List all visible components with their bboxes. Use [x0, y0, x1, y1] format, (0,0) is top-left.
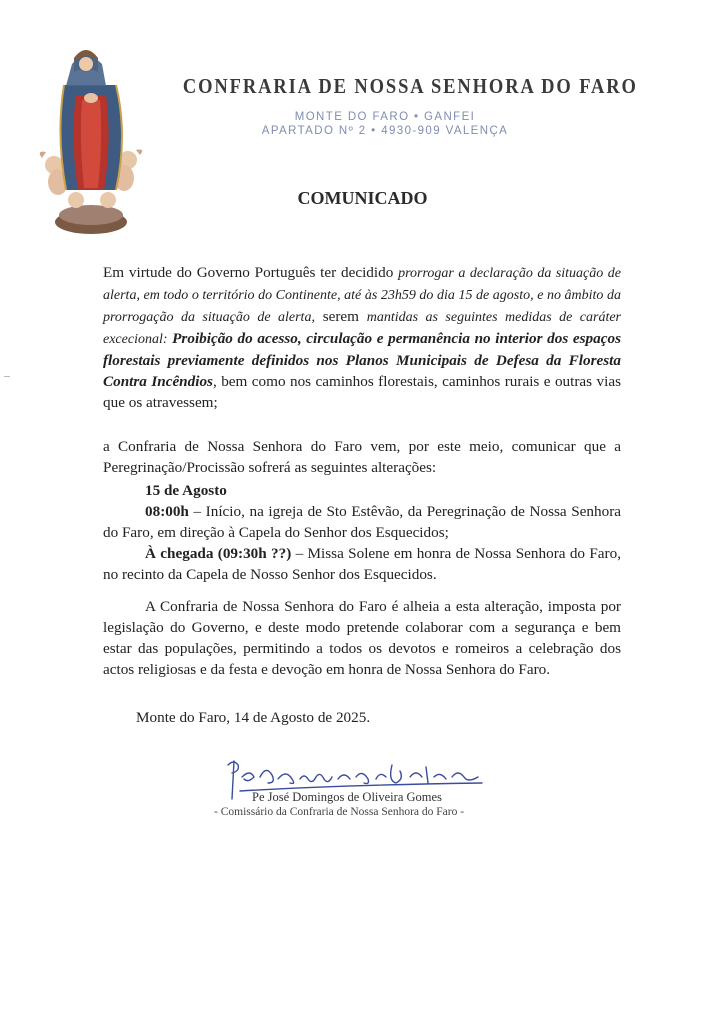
signatory-name: Pe José Domingos de Oliveira Gomes: [252, 790, 442, 804]
signatory-role: - Comissário da Confraria de Nossa Senhora do Faro -: [214, 806, 465, 818]
address-line-2: APARTADO Nº 2 • 4930-909 VALENÇA: [261, 125, 509, 137]
schedule-item-start: [103, 501, 621, 543]
schedule-item-start-text: – Início, na igreja de Sto Estêvão, da Peregrinação de Nossa Senhora do Faro, em direção à Capela do Senhor dos Esquecidos;: [103, 503, 621, 541]
schedule-item-arrival-time: À chegada (09:30h ??): [145, 545, 292, 562]
organization-name: CONFRARIA DE NOSSA SENHORA DO FARO: [182, 74, 638, 98]
document-title: COMUNICADO: [297, 188, 428, 208]
intro-bold-prohibition: Proibição do acesso, circulação e permanência no interior dos espaços florestais previamente definidos nos Planos Municipais de Defesa da Floresta Contra Incêndios: [103, 330, 621, 390]
schedule-item-arrival: [103, 543, 621, 585]
intro-italic-extension: prorrogar a declaração da situação de alerta, em todo o território do Continente, até às 23h59 do dia 15 de agosto, e no âmbito da prorrogação da situação de alerta,: [103, 266, 621, 325]
paragraph-announcement: a Confraria de Nossa Senhora do Faro vem, por este meio, comunicar que a Peregrinação/Procissão sofrerá as seguintes alterações:: [103, 438, 621, 476]
intro-text: Em virtude do Governo Português ter decidido: [103, 264, 399, 281]
virgin-mary-statue-icon: [36, 40, 146, 240]
intro-text-serem: serem: [314, 308, 367, 325]
paragraph-disclaimer: A Confraria de Nossa Senhora do Faro é alheia a esta alteração, imposta por legislação do Governo, e deste modo pretende colaborar com a segurança e bem estar das populações, permitindo a todos os devotos e romeiros a celebração dos actos religiosas e da festa e devoção em honra de Nossa Senhora do Faro.: [103, 598, 621, 678]
scan-mark: [4, 376, 10, 377]
place-and-date: Monte do Faro, 14 de Agosto de 2025.: [136, 709, 371, 726]
address-line-1: MONTE DO FARO • GANFEI: [294, 111, 476, 123]
paragraph-intro: [103, 262, 621, 413]
schedule-item-start-time: 08:00h: [145, 503, 189, 520]
intro-italic-measures: mantidas as seguintes medidas de caráter excecional:: [103, 310, 622, 347]
intro-text-end: , bem como nos caminhos florestais, caminhos rurais e outras vias que os atravessem;: [103, 373, 621, 411]
schedule-date: 15 de Agosto: [145, 482, 227, 499]
schedule-item-arrival-text: – Missa Solene em honra de Nossa Senhora do Faro, no recinto da Capela de Nosso Senhor dos Esquecidos.: [103, 545, 621, 583]
